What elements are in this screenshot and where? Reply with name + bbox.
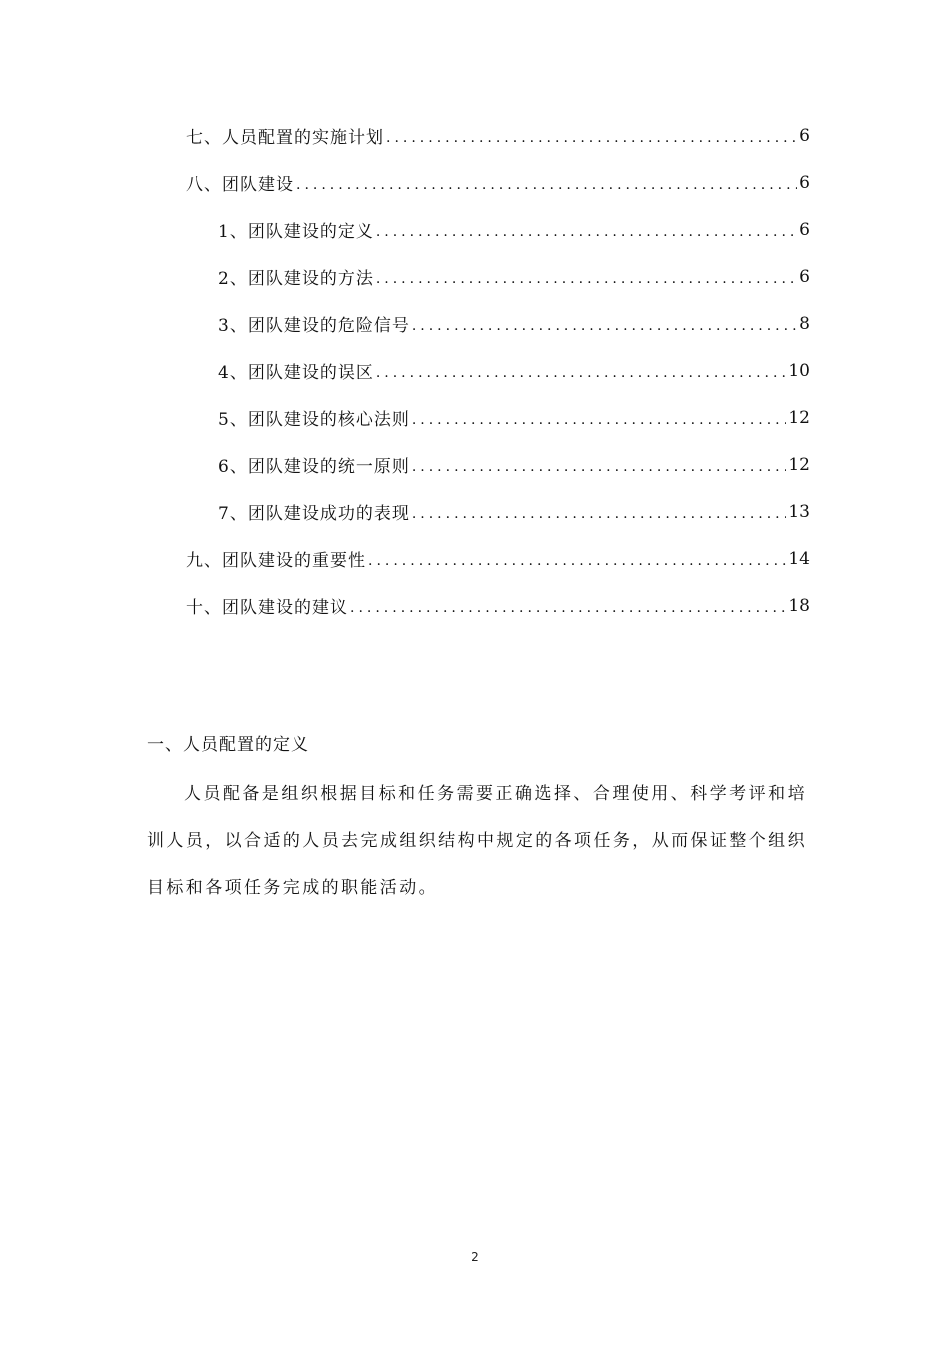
section-definition — [147, 725, 807, 912]
toc-entry[interactable] — [186, 159, 810, 206]
toc-entry-label: 6、团队建设的统一原则 — [218, 457, 410, 477]
toc-entry-label: 4、团队建设的误区 — [218, 363, 374, 383]
toc-entry-label: 十、团队建设的建议 — [186, 598, 348, 618]
toc-entry[interactable] — [218, 206, 810, 253]
toc-entry-label: 1、团队建设的定义 — [218, 222, 374, 242]
toc-leader-dots — [376, 365, 787, 381]
toc-entry-page: 6 — [799, 172, 810, 193]
toc-leader-dots — [412, 459, 787, 475]
toc-leader-dots — [376, 224, 797, 240]
toc-entry-page: 6 — [799, 219, 810, 240]
toc-entry-page: 12 — [788, 454, 810, 475]
toc-entry[interactable] — [218, 488, 810, 535]
section-heading: 一、人员配置的定义 — [147, 735, 309, 755]
toc-entry-label: 3、团队建设的危险信号 — [218, 316, 410, 336]
toc-leader-dots — [412, 506, 787, 522]
toc-entry-page: 14 — [788, 548, 810, 569]
toc-leader-dots — [376, 271, 797, 287]
toc-leader-dots — [386, 130, 797, 146]
toc-entry-page: 10 — [788, 360, 810, 381]
toc-entry[interactable] — [218, 394, 810, 441]
toc-entry-page: 13 — [788, 501, 810, 522]
toc-entry-page: 6 — [799, 125, 810, 146]
page-number: 2 — [471, 1250, 479, 1264]
toc-entry[interactable] — [186, 535, 810, 582]
toc-entry-label: 2、团队建设的方法 — [218, 269, 374, 289]
toc-leader-dots — [412, 412, 787, 428]
toc-entry-page: 8 — [799, 313, 810, 334]
toc-leader-dots — [296, 177, 797, 193]
toc-entry[interactable] — [218, 253, 810, 300]
table-of-contents — [0, 112, 950, 629]
toc-entry[interactable] — [218, 347, 810, 394]
toc-entry-page: 18 — [788, 595, 810, 616]
toc-leader-dots — [412, 318, 797, 334]
toc-entry-label: 八、团队建设 — [186, 175, 294, 195]
section-paragraph: 人员配备是组织根据目标和任务需要正确选择、合理使用、科学考评和培训人员，以合适的人员去完成组织结构中规定的各项任务，从而保证整个组织目标和各项任务完成的职能活动。 — [147, 784, 807, 898]
toc-leader-dots — [350, 600, 786, 616]
toc-entry-label: 七、人员配置的实施计划 — [186, 128, 384, 148]
toc-leader-dots — [368, 553, 786, 569]
toc-entry[interactable] — [218, 300, 810, 347]
toc-entry-page: 6 — [799, 266, 810, 287]
toc-entry[interactable] — [186, 582, 810, 629]
toc-entry-label: 5、团队建设的核心法则 — [218, 410, 410, 430]
toc-entry-page: 12 — [788, 407, 810, 428]
toc-entry-label: 7、团队建设成功的表现 — [218, 504, 410, 524]
toc-entry[interactable] — [186, 112, 810, 159]
toc-entry[interactable] — [218, 441, 810, 488]
toc-entry-label: 九、团队建设的重要性 — [186, 551, 366, 571]
